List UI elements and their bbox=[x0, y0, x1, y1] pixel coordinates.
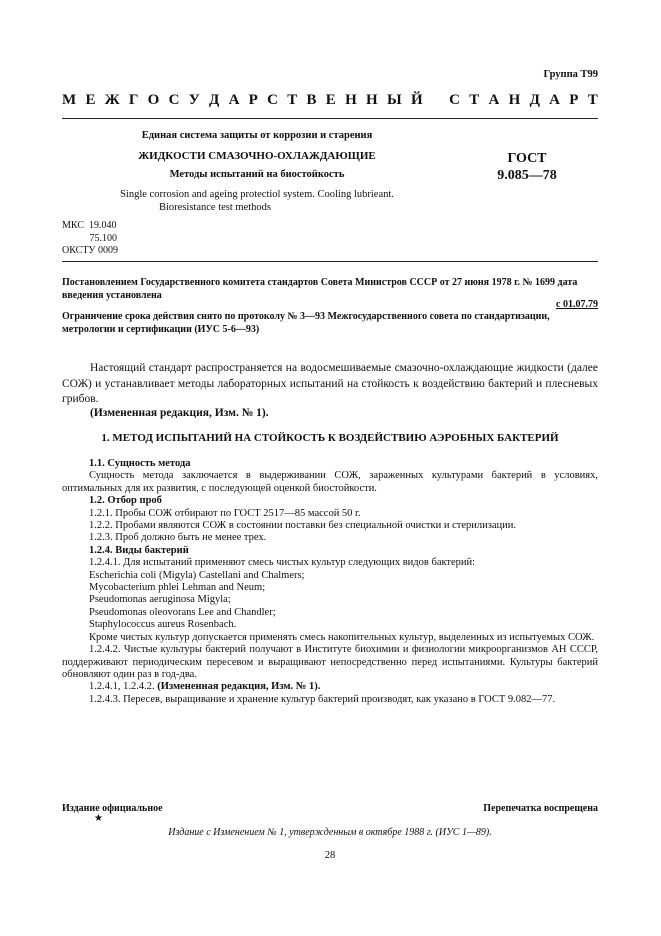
heading-letter: В bbox=[306, 92, 317, 108]
section-1-title: 1. МЕТОД ИСПЫТАНИЙ НА СТОЙКОСТЬ К ВОЗДЕЙСТВИЮ АЭРОБНЫХ БАКТЕРИЙ bbox=[101, 432, 559, 444]
paragraph-1-2-1: 1.2.1. Пробы СОЖ отбирают по ГОСТ 2517—85 массой 50 г. bbox=[89, 507, 361, 519]
bacteria-item: Pseudomonas oleovorans Lee and Chandler; bbox=[89, 606, 276, 618]
edit-note-prefix: 1.2.4.1, 1.2.4.2. bbox=[89, 681, 158, 693]
heading-letter: О bbox=[147, 92, 160, 108]
heading-letter: У bbox=[188, 92, 200, 108]
intro-text: Настоящий стандарт распространяется на водосмешиваемые смазочно-охлаждающие жидкости (далее СОЖ) и устанавливает методы лабораторных испытаний на стойкость к воздействию бактерий и плесневых грибов. bbox=[62, 362, 598, 405]
official-edition-label: Издание официальное bbox=[62, 803, 163, 814]
group-label: Группа Т99 bbox=[543, 69, 598, 80]
heading-letter: Г bbox=[128, 92, 139, 108]
english-title-line1: Single corrosion and ageing protectiol system. Cooling lubrieant. bbox=[120, 189, 394, 200]
paragraph-1-2-4-3: 1.2.4.3. Пересев, выращивание и хранение культур бактерий производят, как указано в ГОСТ 9.082—77. bbox=[89, 693, 556, 705]
heading-letter: А bbox=[488, 92, 500, 108]
paragraph-1-2-3: 1.2.3. Проб должно быть не менее трех. bbox=[89, 532, 267, 544]
document-title: ЖИДКОСТИ СМАЗОЧНО-ОХЛАЖДАЮЩИЕ bbox=[138, 150, 376, 162]
classification-codes bbox=[62, 220, 118, 258]
heading-letter: Т bbox=[287, 92, 298, 108]
bacteria-item: Pseudomonas aeruginosa Migyla; bbox=[89, 594, 231, 606]
paragraph-1-2-2: 1.2.2. Пробами являются СОЖ в состоянии поставки без специальной очистки и стерилизации. bbox=[89, 520, 517, 532]
mks-code-1: МКС 19.040 bbox=[62, 220, 117, 231]
gost-label: ГОСТ bbox=[507, 151, 547, 166]
heading-1-2-4: 1.2.4. Виды бактерий bbox=[89, 544, 189, 556]
heading-letter: Й bbox=[410, 92, 423, 108]
heading-letter: Д bbox=[529, 92, 540, 108]
page-number: 28 bbox=[324, 850, 336, 861]
edit-note-bold: (Измененная редакция, Изм. № 1). bbox=[157, 681, 321, 693]
heading-1-1: 1.1. Сущность метода bbox=[89, 458, 191, 469]
heading-letter: С bbox=[168, 92, 180, 108]
star-icon: ★ bbox=[94, 813, 103, 824]
heading-letter: Т bbox=[587, 92, 598, 108]
okstu-code: ОКСТУ 0009 bbox=[62, 245, 119, 256]
edit-note-1-2-4 bbox=[62, 681, 598, 693]
heading-letter: Н bbox=[345, 92, 357, 108]
paragraph-mix: Кроме чистых культур допускается применять смесь накопительных культур, выделенных из испытуемых СОЖ. bbox=[89, 631, 595, 643]
block-divider bbox=[62, 261, 598, 262]
section-body bbox=[62, 458, 598, 706]
heading-letter: Р bbox=[248, 92, 258, 108]
document-subtitle: Методы испытаний на биостойкость bbox=[169, 169, 345, 180]
heading-letter: М bbox=[62, 92, 77, 108]
heading-letter: А bbox=[228, 92, 240, 108]
heading-letter: Е bbox=[325, 92, 336, 108]
paragraph-1-2-4-1: 1.2.4.1. Для испытаний применяют смесь чистых культур следующих видов бактерий: bbox=[89, 557, 476, 569]
decree-text: Постановлением Государственного комитета стандартов Совета Министров СССР от 27 июня 1978 г. № 1699 дата введения установлена bbox=[62, 277, 578, 301]
heading-letter: Ж bbox=[104, 92, 120, 108]
header-divider bbox=[62, 118, 598, 119]
interstate-standard-heading bbox=[62, 92, 598, 109]
heading-letter: Т bbox=[469, 92, 480, 108]
heading-letter: Н bbox=[366, 92, 378, 108]
heading-letter: Д bbox=[208, 92, 220, 108]
paragraph-1-2-4-2: 1.2.4.2. Чистые культуры бактерий получают в Институте биохимии и физиологии микроорганизмов АН СССР, поддерживают периодическим пересевом и выращивают непосредственно перед испытаниями. Культуры бактерий обновляют один раз в год-два. bbox=[62, 644, 598, 680]
heading-letter bbox=[432, 92, 440, 109]
heading-letter: А bbox=[549, 92, 561, 108]
edition-note: Издание с Изменением № 1, утвержденным в октябре 1988 г. (ИУС 1—89). bbox=[168, 827, 492, 838]
heading-letter: Н bbox=[508, 92, 521, 108]
gost-number: 9.085—78 bbox=[497, 168, 557, 183]
heading-letter: Р bbox=[569, 92, 579, 108]
system-title: Единая система защиты от коррозии и старения bbox=[141, 130, 373, 141]
limit-note: Ограничение срока действия снято по протоколу № 3—93 Межгосударственного совета по стандартизации, метрологии и сертификации (ИУС 5-6—93) bbox=[62, 311, 550, 335]
mks-code-2: 75.100 bbox=[62, 232, 117, 244]
heading-letter: С bbox=[449, 92, 460, 108]
heading-letter: Ы bbox=[386, 92, 402, 108]
english-title-line2: Bioresistance test methods bbox=[159, 202, 271, 213]
paragraph-1-1: Сущность метода заключается в выдерживании СОЖ, зараженных культурами бактерий в условиях, оптимальных для их развития, с последующей оценкой биостойкости. bbox=[62, 470, 598, 494]
heading-letter: Е bbox=[85, 92, 96, 108]
bacteria-item: Mycobacterium phlei Lehman and Neum; bbox=[89, 582, 266, 594]
bacteria-item: Staphylococcus aureus Rosenbach. bbox=[89, 619, 237, 631]
intro-edit-note: (Измененная редакция, Изм. № 1). bbox=[90, 407, 269, 419]
bacteria-item: Escherichia coli (Migyla) Castellani and Chalmers; bbox=[89, 569, 305, 581]
reprint-prohibited-label: Перепечатка воспрещена bbox=[483, 803, 598, 814]
effective-date: с 01.07.79 bbox=[556, 299, 598, 310]
heading-letter: С bbox=[267, 92, 278, 108]
heading-1-2: 1.2. Отбор проб bbox=[89, 495, 162, 507]
